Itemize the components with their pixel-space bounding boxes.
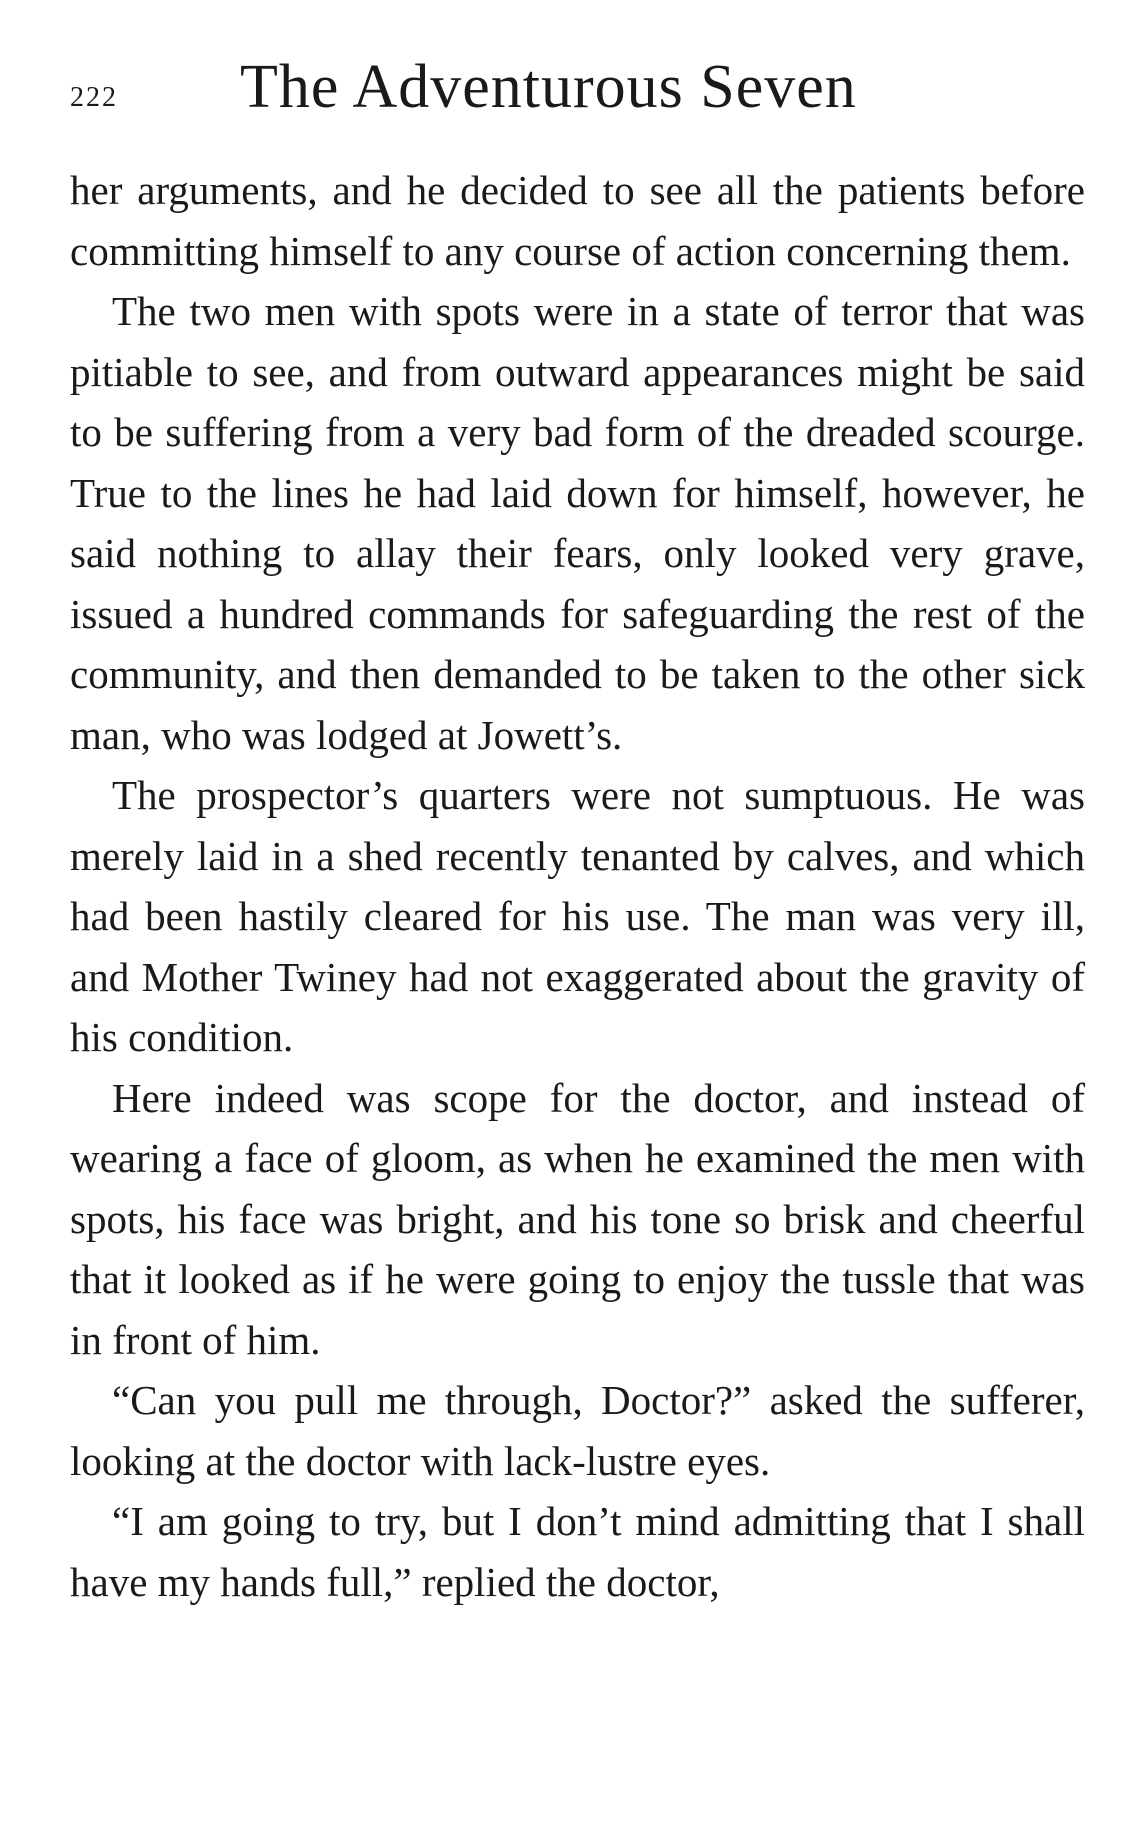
paragraph: “I am going to try, but I don’t mind admitting that I shall have my hands full,” replied the doctor, <box>70 1498 1085 1605</box>
book-page <box>70 0 1085 1605</box>
paragraph: Here indeed was scope for the doctor, and instead of wearing a face of gloom, as when he examined the men with spots, his face was bright, and his tone so brisk and cheerful that it looked as if he were going to enjoy the tussle that was in front of him. <box>70 1074 1085 1363</box>
paragraph: The prospector’s quarters were not sumptuous. He was merely laid in a shed recently tenanted by calves, and which had been hastily cleared for his use. The man was very ill, and Mother Twiney had not exaggerated about the gravity of his condition. <box>70 772 1085 1060</box>
body-text <box>70 160 1085 1612</box>
page-number: 222 <box>70 82 118 113</box>
page-header <box>70 0 1085 140</box>
paragraph: The two men with spots were in a state of terror that was pitiable to see, and from outward appearances might be said to be suffering from a very bad form of the dreaded scourge. True to the lines he had laid down for himself, however, he said nothing to allay their fears, only looked very grave, issued a hundred commands for safeguarding the rest of the community, and then demanded to be taken to the other sick man, who was lodged at Jowett’s. <box>70 288 1085 758</box>
paragraph: “Can you pull me through, Doctor?” asked the sufferer, looking at the doctor with lack-lustre eyes. <box>70 1377 1085 1484</box>
paragraph: her arguments, and he decided to see all the patients before committing himself to any course of action concerning them. <box>70 167 1085 274</box>
running-title: The Adventurous Seven <box>240 53 857 121</box>
